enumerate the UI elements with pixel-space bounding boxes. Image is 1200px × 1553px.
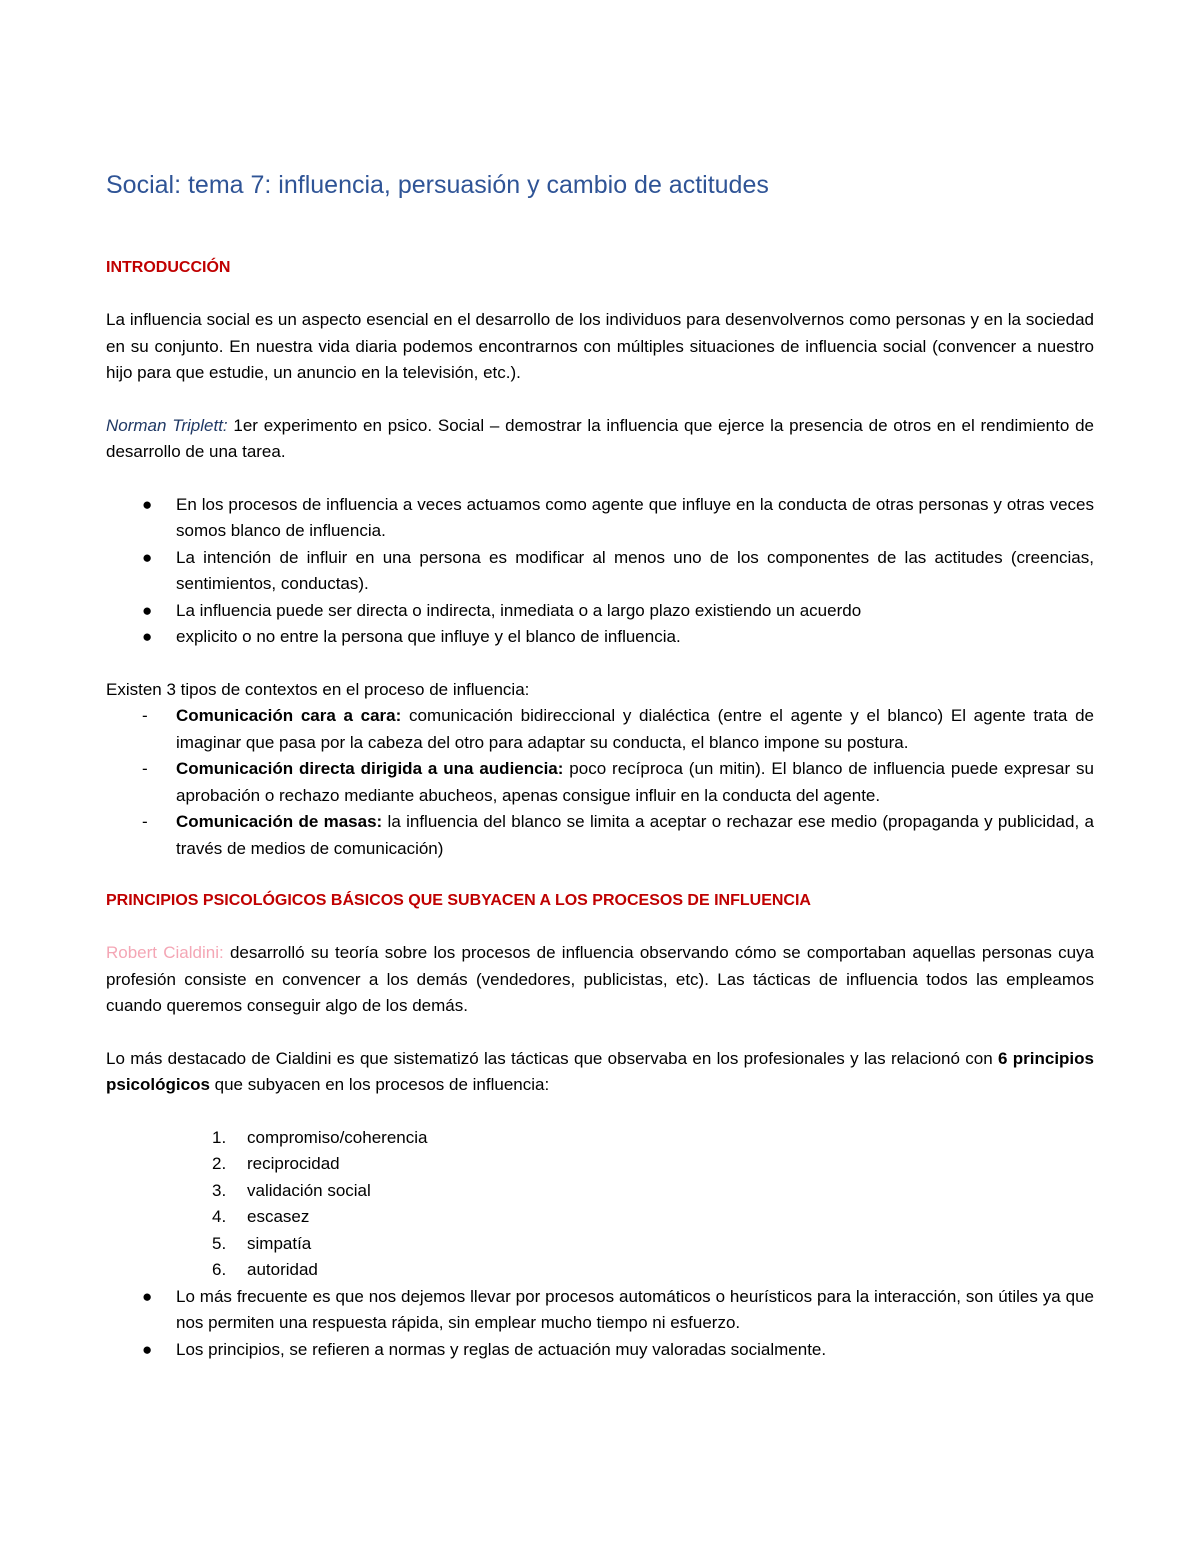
intro-bullet-list xyxy=(106,492,1094,651)
intro-paragraph: La influencia social es un aspecto esencial en el desarrollo de los individuos para desenvolvernos como personas y en la sociedad en su conjunto. En nuestra vida diaria podemos encontrarnos con múltiples situaciones de influencia social (convencer a nuestro hijo para que estudie, un anuncio en la televisión, etc.). xyxy=(106,310,1094,382)
bullet-icon: ● xyxy=(142,547,153,567)
list-item: 4. escasez xyxy=(212,1207,310,1226)
document-title: Social: tema 7: influencia, persuasión y cambio de actitudes xyxy=(106,171,769,199)
bullet-icon: ● xyxy=(142,600,153,620)
bullet-icon: ● xyxy=(142,494,153,514)
dash-icon: - xyxy=(142,759,148,778)
list-item: 2. reciprocidad xyxy=(212,1154,340,1173)
bullet-icon: ● xyxy=(142,627,153,646)
triplett-paragraph xyxy=(106,413,1094,466)
triplett-name: Norman Triplett: xyxy=(106,415,228,435)
bullet-icon: ● xyxy=(142,1339,153,1359)
cialdini-paragraph xyxy=(106,940,1094,1020)
cialdini-name: Robert Cialdini: xyxy=(106,943,224,962)
summary-paragraph: Lo más destacado de Cialdini es que sistematizó las tácticas que observaba en los profesionales y las relacionó con 6 principios psicológicos que subyacen en los procesos de influencia: xyxy=(106,1048,1094,1094)
principles-numbered-list xyxy=(106,1125,1094,1284)
list-item: ● En los procesos de influencia a veces actuamos como agente que influye en la conducta de otras personas y otras veces somos blanco de influencia. xyxy=(106,492,1094,545)
list-item: ● La intención de influir en una persona es modificar al menos uno de los componentes de las actitudes (creencias, sentimientos, conductas). xyxy=(106,545,1094,598)
triplett-text: 1er experimento en psico. Social – demostrar la influencia que ejerce la presencia de otros en el rendimiento de desarrollo de una tarea. xyxy=(106,415,1094,461)
bullet-icon: ● xyxy=(142,1286,153,1306)
list-item: 3. validación social xyxy=(212,1180,371,1200)
principles-bullet-list xyxy=(106,1284,1094,1364)
list-item: - Comunicación directa dirigida a una audiencia: poco recíproca (un mitin). El blanco de influencia puede expresar su aprobación o rechazo mediante abucheos, apenas consigue influir en la conducta del agente. xyxy=(106,756,1094,809)
contexts-intro: Existen 3 tipos de contextos en el proceso de influencia: xyxy=(106,679,530,699)
contexts-list xyxy=(106,703,1094,862)
section-heading-introduccion: INTRODUCCIÓN xyxy=(106,259,231,276)
section-heading-principios: PRINCIPIOS PSICOLÓGICOS BÁSICOS QUE SUBYACEN A LOS PROCESOS DE INFLUENCIA xyxy=(106,892,811,909)
list-item: ● Lo más frecuente es que nos dejemos llevar por procesos automáticos o heurísticos para la interacción, son útiles ya que nos permiten una respuesta rápida, sin emplear mucho tiempo ni esfuerzo. xyxy=(106,1284,1094,1337)
dash-icon: - xyxy=(142,812,148,831)
list-item: - Comunicación cara a cara: comunicación bidireccional y dialéctica (entre el agente y el blanco) El agente trata de imaginar que pasa por la cabeza del otro para adaptar su conducta, el blanco impone su postura. xyxy=(106,703,1094,756)
list-item: 1. compromiso/coherencia xyxy=(212,1127,428,1147)
list-item: ● La influencia puede ser directa o indirecta, inmediata o a largo plazo existiendo un acuerdo xyxy=(106,598,1094,625)
dash-icon: - xyxy=(142,706,148,725)
list-item: 6. autoridad xyxy=(212,1260,318,1279)
list-item: - Comunicación de masas: la influencia del blanco se limita a aceptar o rechazar ese medio (propaganda y publicidad, a través de medios de comunicación) xyxy=(106,809,1094,862)
list-item: ● Los principios, se refieren a normas y reglas de actuación muy valoradas socialmente. xyxy=(106,1337,1094,1364)
cialdini-text: desarrolló su teoría sobre los procesos de influencia observando cómo se comportaban aquellas personas cuya profesión consiste en convencer a los demás (vendedores, publicistas, etc). Las tácticas de influencia todos las empleamos cuando queremos conseguir algo de los demás. xyxy=(106,943,1094,1015)
list-item: ● explicito o no entre la persona que influye y el blanco de influencia. xyxy=(106,624,1094,651)
list-item: 5. simpatía xyxy=(212,1233,312,1253)
